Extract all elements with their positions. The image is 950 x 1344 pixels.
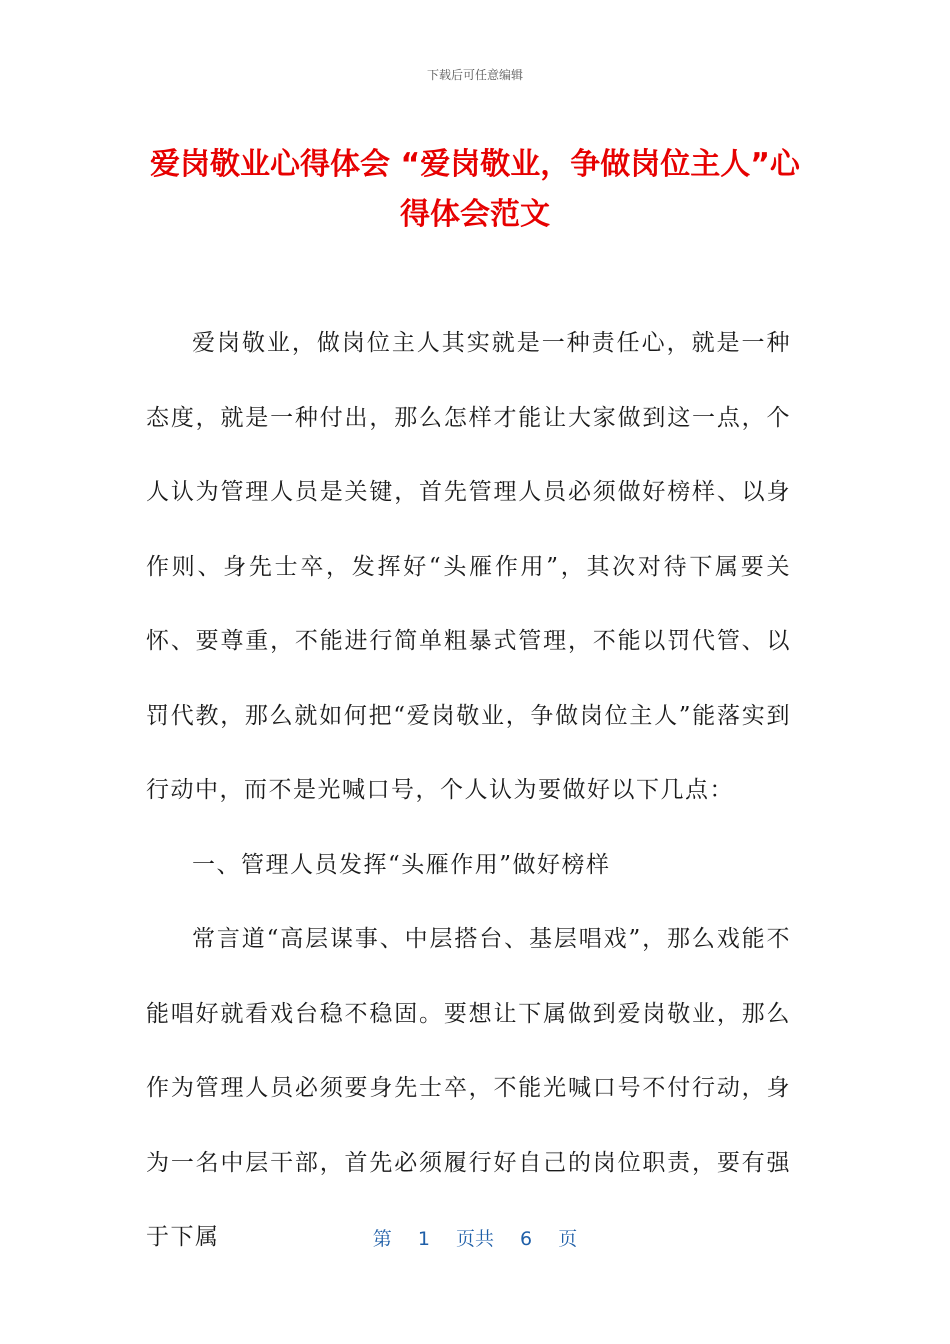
footer-page-number: 1 [417, 1228, 430, 1250]
section-heading-1: 一、管理人员发挥“头雁作用”做好榜样 [192, 851, 611, 878]
document-title: 爱岗敬业心得体会 “爱岗敬业，争做岗位主人”心得体会范文 [150, 147, 800, 232]
page-footer [0, 1224, 950, 1251]
paragraph-intro: 爱岗敬业，做岗位主人其实就是一种责任心，就是一种态度，就是一种付出，那么怎样才能让大家做到这一点，个人认为管理人员是关键，首先管理人员必须做好榜样、以身作则、身先士卒，发挥好“头雁作用”，其次对待下属要关怀、要尊重，不能进行简单粗暴式管理，不能以罚代管、以罚代教，那么就如何把“爱岗敬业，争做岗位主人”能落实到行动中，而不是光喊口号，个人认为要做好以下几点： [146, 330, 791, 803]
document-body [146, 306, 791, 1275]
paragraph-section-1: 常言道“高层谋事、中层搭台、基层唱戏”，那么戏能不能唱好就看戏台稳不稳固。要想让下属做到爱岗敬业，那么作为管理人员必须要身先士卒，不能光喊口号不付行动，身为一名中层干部，首先必须履行好自己的岗位职责，要有强于下属 [146, 926, 791, 1250]
header-note: 下载后可任意编辑 [426, 68, 523, 82]
footer-page-prefix: 第 [372, 1228, 392, 1250]
footer-total-pages: 6 [520, 1228, 533, 1250]
footer-page-suffix: 页 [558, 1228, 578, 1250]
footer-page-mid: 页共 [455, 1228, 494, 1250]
